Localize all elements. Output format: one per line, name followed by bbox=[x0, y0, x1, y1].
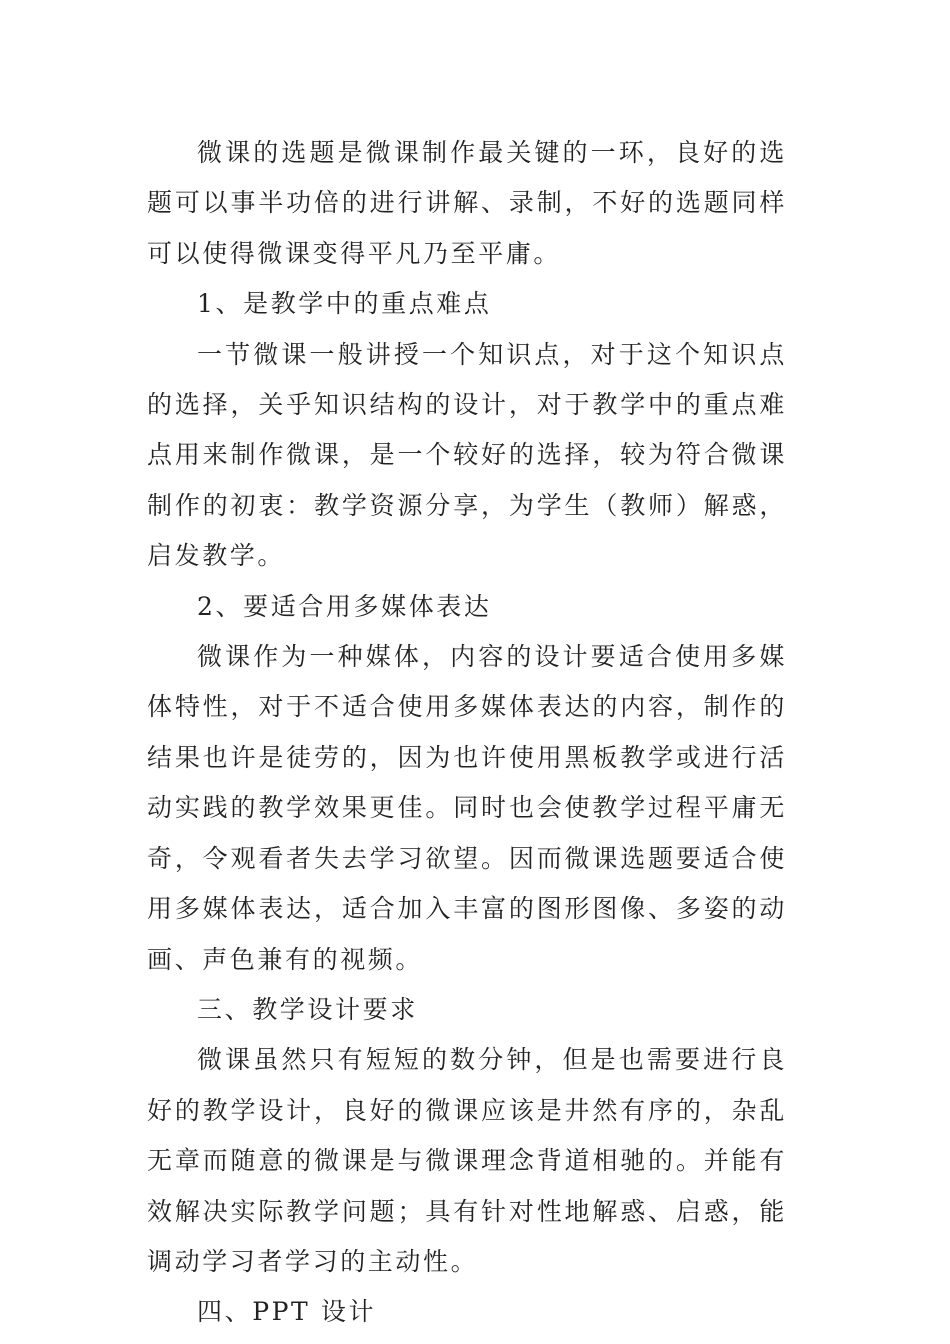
document-body bbox=[147, 128, 787, 1338]
paragraph-one-knowledge-point: 一节微课一般讲授一个知识点，对于这个知识点的选择，关乎知识结构的设计，对于教学中的重点难点用来制作微课，是一个较好的选择，较为符合微课制作的初衷：教学资源分享，为学生（教师）解惑，启发教学。 bbox=[147, 339, 787, 571]
heading-key-difficult-points: 1、是教学中的重点难点 bbox=[197, 289, 492, 319]
heading-multimedia-expression: 2、要适合用多媒体表达 bbox=[197, 591, 492, 621]
heading-teaching-design: 三、教学设计要求 bbox=[197, 994, 418, 1024]
paragraph-topic-selection: 微课的选题是微课制作最关键的一环，良好的选题可以事半功倍的进行讲解、录制，不好的选题同样可以使得微课变得平凡乃至平庸。 bbox=[147, 138, 787, 268]
heading-ppt-design: 四、PPT 设计 bbox=[197, 1297, 377, 1327]
paragraph-multimedia-suitability: 微课作为一种媒体，内容的设计要适合使用多媒体特性，对于不适合使用多媒体表达的内容，制作的结果也许是徒劳的，因为也许使用黑板教学或进行活动实践的教学效果更佳。同时也会使教学过程平庸无奇，令观看者失去学习欲望。因而微课选题要适合使用多媒体表达，适合加入丰富的图形图像、多姿的动画、声色兼有的视频。 bbox=[147, 642, 787, 974]
paragraph-teaching-design: 微课虽然只有短短的数分钟，但是也需要进行良好的教学设计，良好的微课应该是井然有序的，杂乱无章而随意的微课是与微课理念背道相驰的。并能有效解决实际教学问题；具有针对性地解惑、启惑，能调动学习者学习的主动性。 bbox=[147, 1045, 787, 1276]
